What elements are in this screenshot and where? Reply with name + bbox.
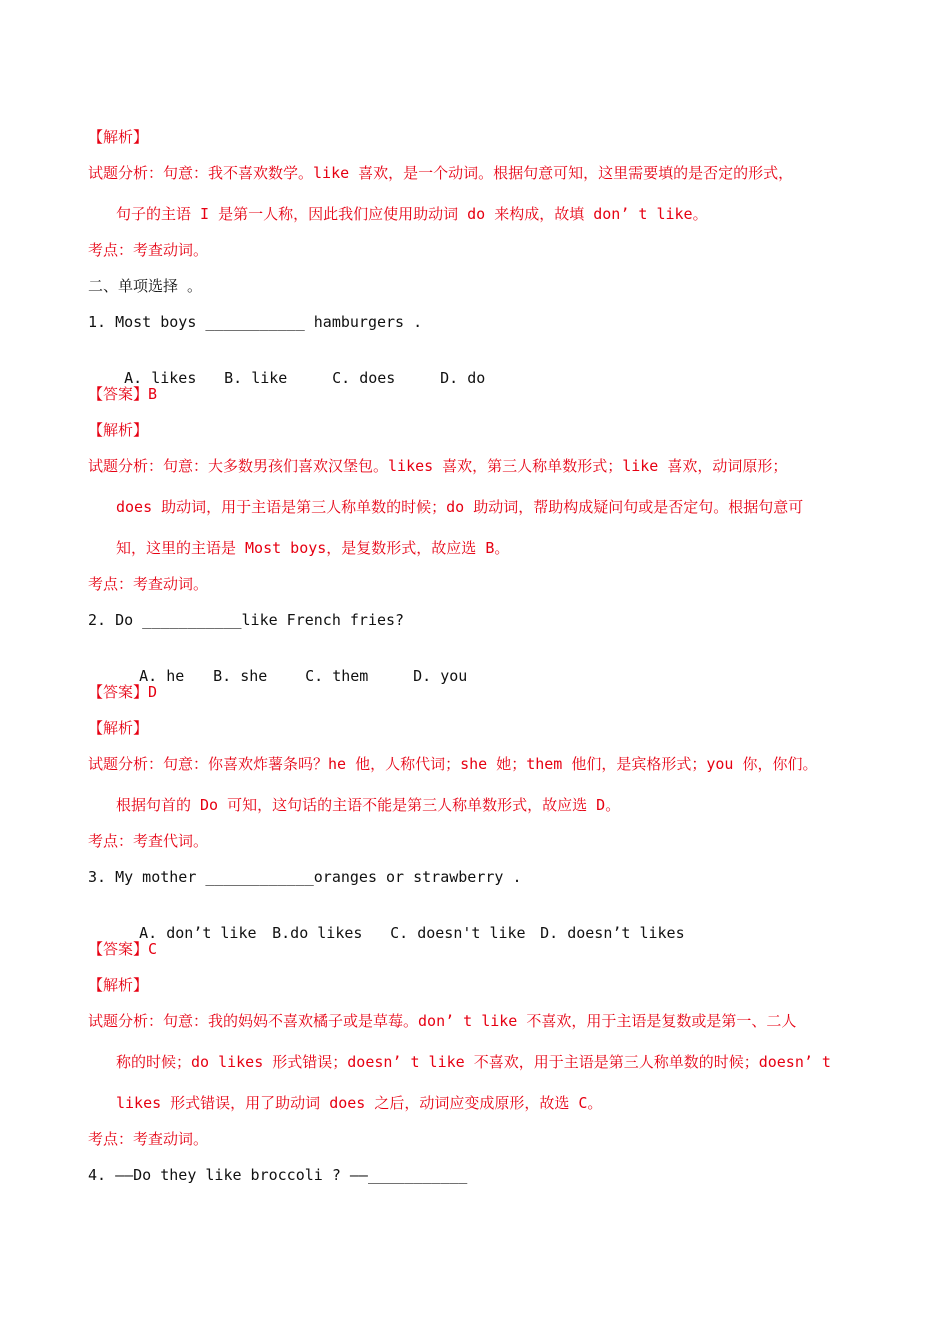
question-3-options	[103, 903, 685, 963]
option-a: A. he	[139, 667, 185, 685]
answer-text: 【答案】C	[88, 940, 158, 958]
section-title: 二、单项选择 。	[88, 277, 203, 295]
analysis-text: 试题分析：句意：我的妈妈不喜欢橘子或是草莓。don’ t like 不喜欢，用于主语是复数或是第一、二人	[88, 1012, 797, 1030]
kaodian-text: 考点：考查动词。	[88, 1130, 209, 1148]
analysis-text: 知，这里的主语是 Most boys，是复数形式，故应选 B。	[116, 539, 510, 557]
kaodian-text: 考点：考查代词。	[88, 832, 209, 850]
jiexi-label: 【解析】	[88, 719, 149, 737]
jiexi-label: 【解析】	[88, 976, 149, 994]
option-d: D. doesn’t likes	[540, 924, 685, 942]
option-c: C. them	[305, 667, 369, 685]
option-d: D. do	[440, 369, 486, 387]
option-d: D. you	[413, 667, 468, 685]
jiexi-label: 【解析】	[88, 128, 149, 146]
option-a: A. don’t like	[139, 924, 257, 942]
analysis-text: likes 形式错误，用了助动词 does 之后，动词应变成原形，故选 C。	[116, 1094, 603, 1112]
analysis-text: 称的时候；do likes 形式错误；doesn’ t like 不喜欢，用于主语是第三人称单数的时候；doesn’ t	[116, 1053, 831, 1071]
analysis-text: 试题分析：句意：我不喜欢数学。like 喜欢，是一个动词。根据句意可知，这里需要填的是否定的形式，	[88, 164, 794, 182]
answer-text: 【答案】B	[88, 385, 158, 403]
option-a: A. likes	[124, 369, 197, 387]
analysis-text: 句子的主语 I 是第一人称，因此我们应使用助动词 do 来构成，故填 don’ t like。	[116, 205, 708, 223]
jiexi-label: 【解析】	[88, 421, 149, 439]
question-2-options	[103, 646, 467, 706]
option-b: B. like	[224, 369, 288, 387]
option-b: B. she	[213, 667, 268, 685]
question-3-stem: 3. My mother ____________oranges or strawberry .	[88, 868, 522, 886]
analysis-text: does 助动词，用于主语是第三人称单数的时候；do 助动词，帮助构成疑问句或是否定句。根据句意可	[116, 498, 804, 516]
option-b: B.do likes	[272, 924, 363, 942]
analysis-text: 根据句首的 Do 可知，这句话的主语不能是第三人称单数形式，故应选 D。	[116, 796, 621, 814]
analysis-text: 试题分析：句意：大多数男孩们喜欢汉堡包。likes 喜欢，第三人称单数形式；like 喜欢，动词原形；	[88, 457, 788, 475]
kaodian-text: 考点：考查动词。	[88, 241, 209, 259]
analysis-text: 试题分析：句意：你喜欢炸薯条吗？he 他，人称代词；she 她；them 他们，是宾格形式；you 你，你们。	[88, 755, 818, 773]
question-1-stem: 1. Most boys ___________ hamburgers .	[88, 313, 423, 331]
kaodian-text: 考点：考查动词。	[88, 575, 209, 593]
option-c: C. does	[332, 369, 396, 387]
question-4-stem: 4. ——Do they like broccoli ? ——___________	[88, 1166, 468, 1184]
answer-text: 【答案】D	[88, 683, 158, 701]
option-c: C. doesn't like	[390, 924, 526, 942]
question-2-stem: 2. Do ___________like French fries?	[88, 611, 405, 629]
